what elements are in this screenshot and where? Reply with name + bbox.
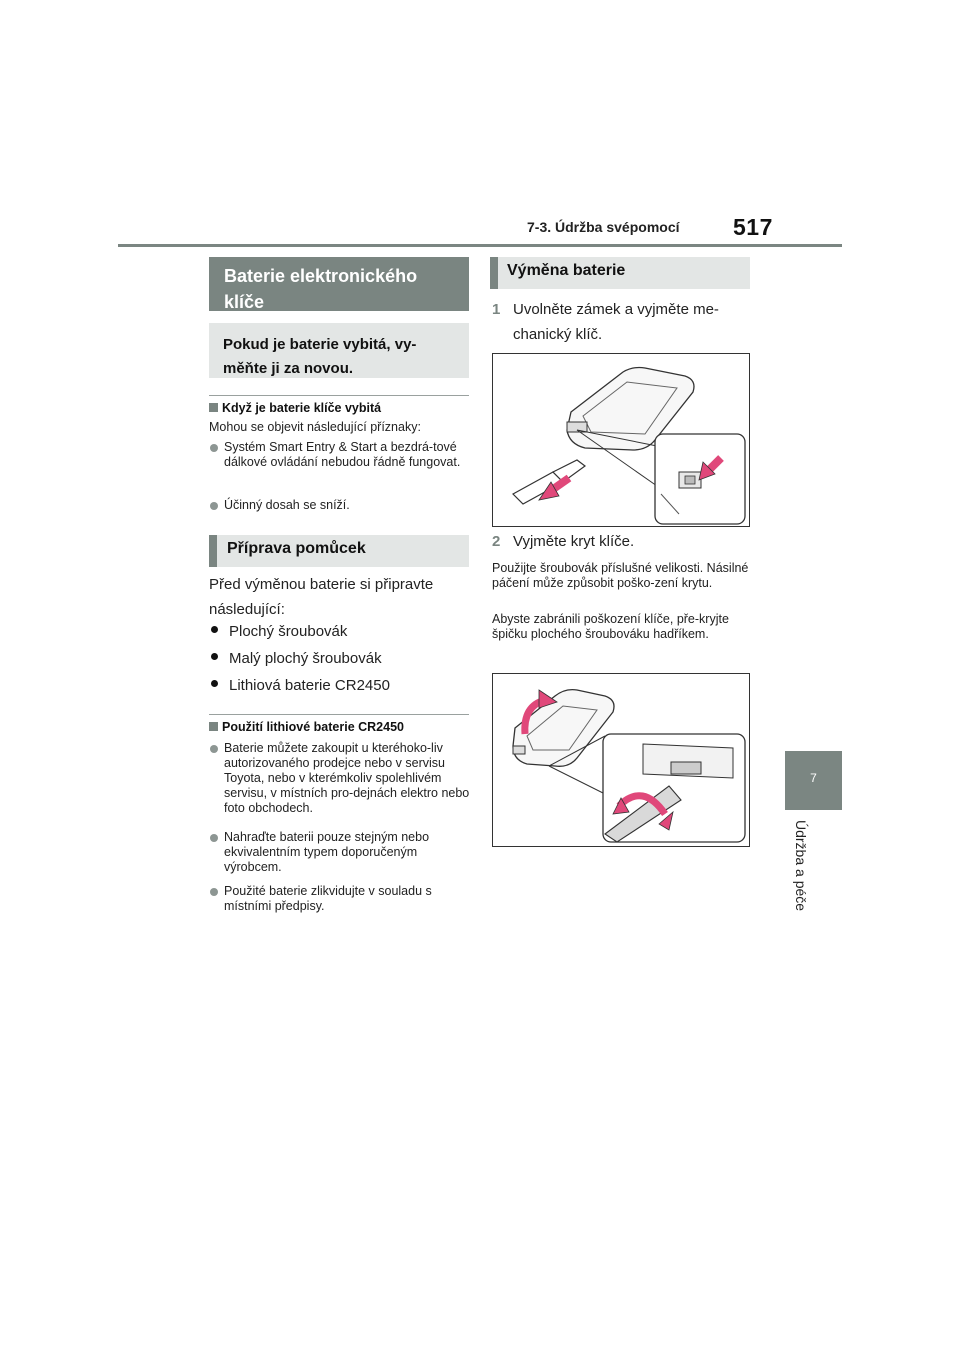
intro-box: Pokud je baterie vybitá, vy-měňte ji za novou.: [209, 323, 469, 378]
divider: [209, 395, 469, 396]
key-fob-illustration-1: [493, 354, 749, 526]
step-number: 1: [492, 301, 501, 318]
list-item: Účinný dosah se sníží.: [224, 498, 350, 512]
figure-remove-key-cover: [492, 673, 750, 847]
step-1: [492, 297, 757, 343]
tool-label: Lithiová baterie CR2450: [229, 677, 390, 694]
subheading-when-dead: [209, 401, 381, 415]
step-2: [492, 529, 757, 554]
list-item: [211, 646, 382, 671]
prep-heading: Příprava pomůcek: [209, 535, 469, 567]
step-text: Vyjměte kryt klíče.: [513, 533, 635, 550]
bullet-icon: [210, 502, 218, 510]
step-text: Uvolněte zámek a vyjměte me-chanický klíč.: [513, 301, 719, 343]
bullet-icon: [211, 680, 218, 687]
subheading-text: Použití lithiové baterie CR2450: [222, 720, 404, 734]
subheading-text: Když je baterie klíče vybitá: [222, 401, 382, 415]
bullet-icon: [210, 745, 218, 753]
note-screwdriver-size: Použijte šroubovák příslušné velikosti. Násilné páčení může způsobit poško-zení krytu.: [492, 561, 749, 590]
section-title: 7-3. Údržba svépomocí: [527, 219, 680, 235]
bullet-icon: [211, 653, 218, 660]
list-item: Systém Smart Entry & Start a bezdrá-tové dálkové ovládání nebudou řádně fungovat.: [224, 440, 461, 469]
key-fob-illustration-2: [493, 674, 749, 846]
tool-label: Malý plochý šroubovák: [229, 650, 382, 667]
list-item: Použité baterie zlikvidujte v souladu s místními předpisy.: [224, 884, 432, 913]
figure-remove-mechanical-key: [492, 353, 750, 527]
square-marker-icon: [209, 722, 218, 731]
bullet-icon: [211, 626, 218, 633]
page-number: 517: [733, 214, 773, 240]
when-dead-lead: Mohou se objevit následující příznaky:: [209, 420, 421, 434]
bullet-icon: [210, 444, 218, 452]
subheading-cr2450: [209, 720, 404, 734]
list-item: Nahraďte baterii pouze stejným nebo ekvivalentním typem doporučeným výrobcem.: [224, 830, 430, 874]
list-item: [211, 673, 390, 698]
square-marker-icon: [209, 403, 218, 412]
chapter-tab-number: 7: [810, 771, 817, 785]
list-item: Baterie můžete zakoupit u kteréhoko-liv autorizovaného prodejce nebo v servisu Toyota, nebo v kterémkoliv spolehlivém servisu, v místních pro-dejnách elektro nebo foto obchodech.: [224, 741, 470, 815]
prep-intro: Před výměnou baterie si připravte následující:: [209, 576, 434, 618]
tool-label: Plochý šroubovák: [229, 623, 348, 640]
step-number: 2: [492, 533, 501, 550]
header-rule: [118, 244, 842, 247]
note-protect-key: Abyste zabránili poškození klíče, pře-kryjte špičku plochého šroubováku hadříkem.: [492, 612, 729, 641]
bullet-icon: [210, 834, 218, 842]
main-heading: Baterie elektronického klíče: [209, 257, 469, 311]
replacement-heading: Výměna baterie: [490, 257, 750, 289]
chapter-tab-label: Údržba a péče: [793, 820, 809, 912]
list-item: [211, 619, 347, 644]
bullet-icon: [210, 888, 218, 896]
divider: [209, 714, 469, 715]
